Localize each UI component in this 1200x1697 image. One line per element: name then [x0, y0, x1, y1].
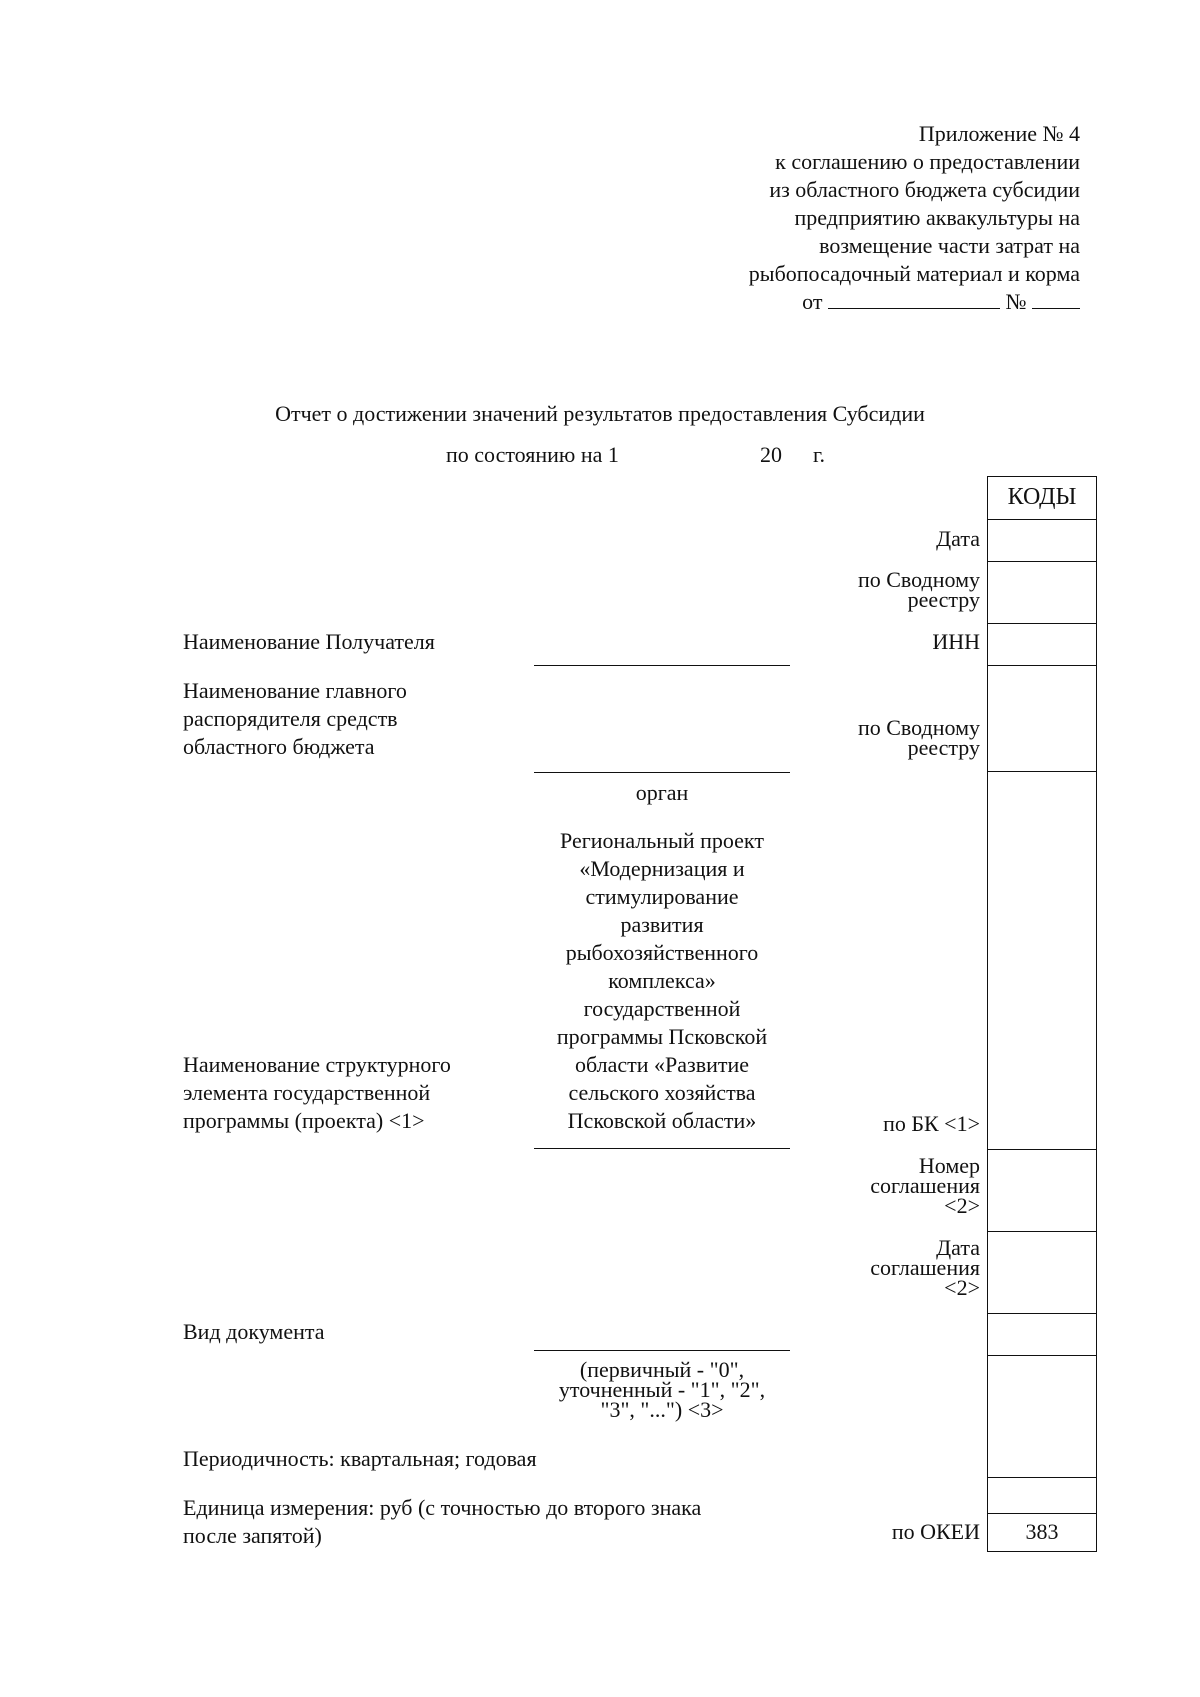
- label-line: распорядителя средств: [183, 706, 398, 731]
- number-label: №: [1005, 289, 1027, 314]
- appendix-line: Приложение № 4: [918, 121, 1080, 146]
- bk-label: по БК <1>: [883, 1111, 980, 1136]
- hint-line: уточненный - "1", "2",: [558, 1377, 766, 1402]
- label-line: после запятой): [183, 1523, 322, 1548]
- project-line: программы Псковской: [556, 1024, 768, 1049]
- codes-row-divider: [988, 1313, 1096, 1314]
- svod-registry-label: [780, 567, 980, 612]
- recipient-label: Наименование Получателя: [183, 629, 435, 654]
- appendix-line: к соглашению о предоставлении: [775, 149, 1080, 174]
- project-line: области «Развитие: [574, 1052, 750, 1077]
- appendix-line: из областного бюджета субсидии: [769, 177, 1080, 202]
- label-line: соглашения: [870, 1173, 980, 1198]
- periodicity-label: Периодичность: квартальная; годовая: [183, 1446, 537, 1471]
- project-line: стимулирование: [585, 884, 739, 909]
- project-line: развития: [620, 912, 704, 937]
- label-line: по Сводному: [857, 567, 980, 592]
- codes-row-divider: [988, 519, 1096, 520]
- codes-row-divider: [988, 1149, 1096, 1150]
- svod-registry-label: [780, 715, 980, 760]
- project-line: рыбохозяйственного: [565, 940, 759, 965]
- appendix-line: возмещение части затрат на: [819, 233, 1080, 258]
- report-year-suffix: г.: [813, 442, 826, 467]
- label-line: областного бюджета: [183, 734, 375, 759]
- label-line: Наименование структурного: [183, 1052, 451, 1077]
- codes-row-divider: [988, 561, 1096, 562]
- project-line: Псковской области»: [567, 1108, 757, 1133]
- project-line: «Модернизация и: [579, 856, 745, 881]
- label-line: Номер: [918, 1153, 980, 1178]
- from-label: от: [802, 289, 823, 314]
- document-type-hint: [534, 1357, 790, 1422]
- codes-header: КОДЫ: [1007, 484, 1077, 510]
- document-type-label: Вид документа: [183, 1319, 325, 1344]
- regional-project-name: [534, 827, 790, 1135]
- chief-administrator-label: [183, 677, 513, 761]
- project-line: государственной: [583, 996, 741, 1021]
- inn-label: ИНН: [932, 629, 980, 654]
- organ-caption: орган: [635, 780, 689, 805]
- label-line: по Сводному: [857, 715, 980, 740]
- project-line: Региональный проект: [560, 828, 764, 853]
- recipient-name-field[interactable]: [534, 665, 790, 666]
- codes-row-divider: [988, 665, 1096, 666]
- codes-row-divider: [988, 623, 1096, 624]
- report-as-of: по состоянию на 1: [446, 442, 619, 467]
- label-line: реестру: [907, 587, 980, 612]
- project-line: комплекса»: [608, 968, 716, 993]
- appendix-date-number-line: [520, 288, 1080, 316]
- label-line: Единица измерения: руб (с точностью до второго знака: [183, 1495, 702, 1520]
- agreement-date-blank[interactable]: [828, 288, 1000, 309]
- unit-label: [183, 1494, 803, 1550]
- label-line: программы (проекта) <1>: [183, 1108, 425, 1133]
- report-year-prefix: 20: [760, 442, 782, 467]
- okei-code-value: 383: [1025, 1519, 1059, 1544]
- label-line: реестру: [907, 735, 980, 760]
- codes-row-divider: [988, 1231, 1096, 1232]
- appendix-header: [520, 120, 1080, 316]
- date-label: Дата: [936, 526, 980, 551]
- codes-row-divider: [988, 1477, 1096, 1478]
- report-title: Отчет о достижении значений результатов предоставления Субсидии: [275, 401, 925, 426]
- hint-line: "3", "...") <3>: [600, 1397, 724, 1422]
- label-line: Наименование главного: [183, 678, 407, 703]
- appendix-line: рыбопосадочный материал и корма: [748, 261, 1080, 286]
- document-type-field[interactable]: [534, 1350, 790, 1351]
- structural-element-field[interactable]: [534, 1148, 790, 1149]
- label-line: Дата: [936, 1235, 980, 1260]
- codes-table: [987, 476, 1097, 1552]
- okei-label: по ОКЕИ: [891, 1519, 980, 1544]
- appendix-line: предприятию аквакультуры на: [794, 205, 1080, 230]
- codes-row-divider: [988, 771, 1096, 772]
- label-line: элемента государственной: [183, 1080, 431, 1105]
- label-line: соглашения: [870, 1255, 980, 1280]
- codes-row-divider: [988, 1355, 1096, 1356]
- label-line: <2>: [944, 1193, 980, 1218]
- structural-element-label: [183, 1051, 513, 1135]
- hint-line: (первичный - "0",: [579, 1357, 745, 1382]
- label-line: <2>: [944, 1275, 980, 1300]
- agreement-number-blank[interactable]: [1032, 288, 1080, 309]
- agreement-number-label: [780, 1153, 980, 1218]
- agreement-date-label: [780, 1235, 980, 1300]
- chief-administrator-field[interactable]: [534, 772, 790, 773]
- project-line: сельского хозяйства: [568, 1080, 756, 1105]
